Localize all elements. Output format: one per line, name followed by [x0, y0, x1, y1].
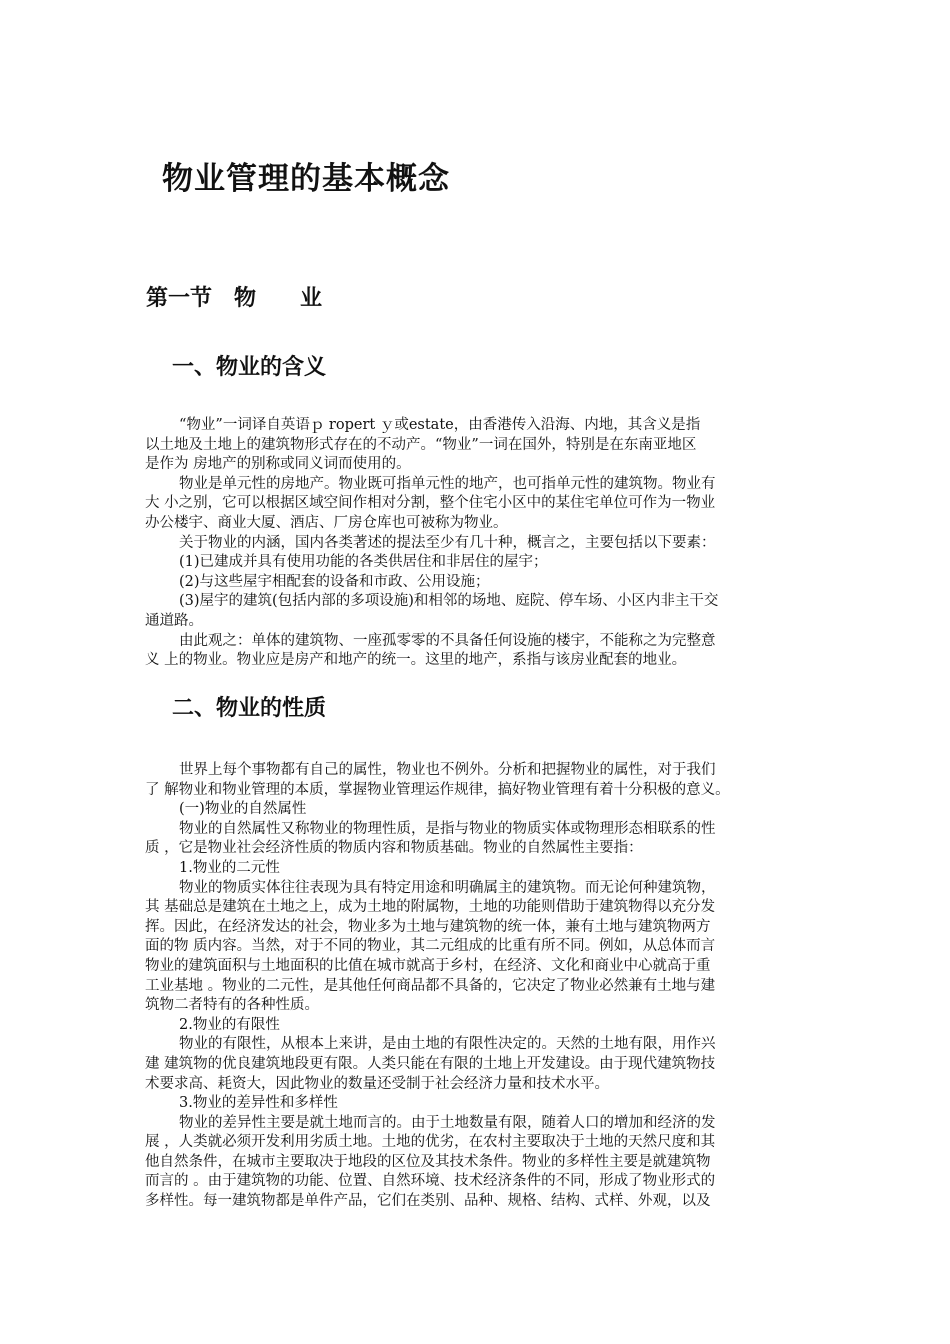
text-line: 1.物业的二元性: [179, 859, 280, 876]
text-line: 义 上的物业。物业应是房产和地产的统一。这里的地产，系指与该房业配套的地业。: [145, 652, 687, 669]
text-line: 以土地及土地上的建筑物形式存在的不动产。“物业”一词在国外，特别是在东南亚地区: [145, 436, 697, 453]
text-line: 物业是单元性的房地产。物业既可指单元性的地产，也可指单元性的建筑物。物业有: [179, 475, 716, 492]
subheading-meaning: 一、物业的含义: [172, 355, 327, 380]
text-line: 其 基础总是建筑在土地之上，成为土地的附属物，土地的功能则借助于建筑物得以充分发: [145, 899, 716, 916]
section-heading: 第一节 物 业: [146, 286, 323, 311]
text-line: 术要求高、耗资大，因此物业的数量还受制于社会经济力量和技术水平。: [145, 1075, 609, 1092]
text-line: (3)屋宇的建筑(包括内部的多项设施)和相邻的场地、庭院、停车场、小区内非主干交: [179, 593, 719, 610]
text-line: 物业的有限性，从根本上来讲，是由土地的有限性决定的。天然的土地有限，用作兴: [179, 1036, 716, 1053]
text-line: 通道路。: [145, 612, 203, 629]
subheading-nature: 二、物业的性质: [172, 696, 327, 721]
text-line: (一)物业的自然属性: [179, 801, 307, 818]
text-line: 多样性。每一建筑物都是单件产品，它们在类别、品种、规格、结构、式样、外观，以及: [145, 1193, 711, 1210]
text-line: 关于物业的内涵，国内各类著述的提法至少有几十种，概言之，主要包括以下要素：: [179, 534, 716, 551]
text-line: 物业的自然属性又称物业的物理性质，是指与物业的物质实体或物理形态相联系的性: [179, 820, 716, 837]
text-line: 世界上每个事物都有自己的属性，物业也不例外。分析和把握物业的属性，对于我们: [179, 762, 716, 778]
document-title: 物业管理的基本概念: [162, 161, 450, 197]
text-line: 办公楼宇、商业大厦、酒店、厂房仓库也可被称为物业。: [145, 514, 508, 531]
text-line: 展 ，人类就必须开发利用劣质土地。土地的优劣，在农村主要取决于土地的天然尺度和其: [145, 1134, 716, 1151]
text-line: “物业”一词译自英语ｐ ropert ｙ或estate，由香港传入沿海、内地，其含义是指: [179, 417, 701, 433]
text-line: 质 ，它是物业社会经济性质的物质内容和物质基础。物业的自然属性主要指：: [145, 840, 643, 857]
text-line: 3.物业的差异性和多样性: [179, 1095, 338, 1112]
text-line: 而言的 。由于建筑物的功能、位置、自然环境、技术经济条件的不同，形成了物业形式的: [145, 1173, 716, 1190]
text-line: 大 小之别，它可以根据区域空间作相对分割，整个住宅小区中的某住宅单位可作为一物业: [145, 495, 716, 512]
text-line: (1)已建成并具有使用功能的各类供居住和非居住的屋宇；: [179, 554, 548, 571]
text-line: 2.物业的有限性: [179, 1016, 280, 1033]
text-line: 由此观之：单体的建筑物、一座孤零零的不具备任何设施的楼宇，不能称之为完整意: [179, 632, 716, 649]
text-line: 挥。因此，在经济发达的社会，物业多为土地与建筑物的统一体，兼有土地与建筑物两方: [145, 918, 711, 935]
text-line: 物业的差异性主要是就土地而言的。由于土地数量有限，随着人口的增加和经济的发: [179, 1114, 716, 1131]
text-line: 工业基地 。物业的二元性，是其他任何商品都不具备的，它决定了物业必然兼有土地与建: [145, 977, 716, 994]
text-line: 是作为 房地产的别称或同义词而使用的。: [145, 456, 411, 473]
text-line: 他自然条件，在城市主要取决于地段的区位及其技术条件。物业的多样性主要是就建筑物: [145, 1153, 711, 1170]
text-line: 筑物二者特有的各种性质。: [145, 997, 319, 1014]
text-line: 建 建筑物的优良建筑地段更有限。人类只能在有限的土地上开发建设。由于现代建筑物技: [145, 1055, 716, 1072]
text-line: 面的物 质内容。当然，对于不同的物业，其二元组成的比重有所不同。例如，从总体而言: [145, 938, 716, 955]
text-line: 物业的物质实体往往表现为具有特定用途和明确属主的建筑物。而无论何种建筑物，: [179, 879, 716, 896]
text-line: 了 解物业和物业管理的本质，掌握物业管理运作规律，搞好物业管理有着十分积极的意义。: [145, 781, 730, 798]
paragraph-block-nature: [145, 761, 817, 1212]
text-line: 物业的建筑面积与土地面积的比值在城市就高于乡村，在经济、文化和商业中心就高于重: [145, 957, 711, 974]
text-line: (2)与这些屋宇相配套的设备和市政、公用设施；: [179, 573, 490, 590]
paragraph-block-meaning: [145, 416, 817, 671]
